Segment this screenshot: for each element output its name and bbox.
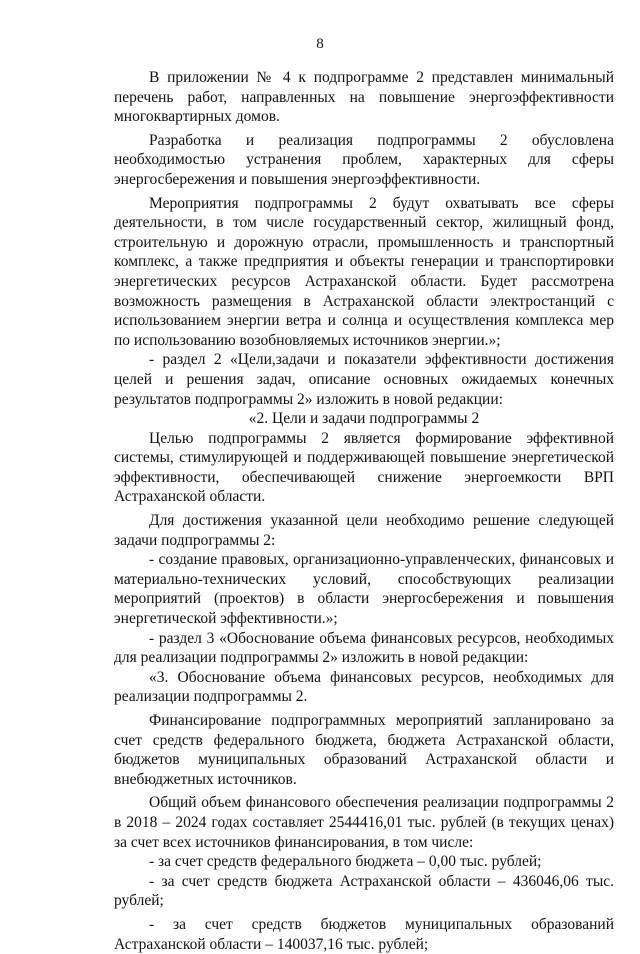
list-item: - за счет средств бюджета Астраханской области – 436046,06 тыс. рублей;: [114, 872, 614, 910]
page-number: 8: [316, 36, 324, 52]
paragraph: Целью подпрограммы 2 является формирование эффективной системы, стимулирующей и поддерживающей повышение энергетической эффективности, обеспечивающей снижение энергоемкости ВРП Астраханской области.: [114, 429, 614, 506]
section-heading: «2. Цели и задачи подпрограммы 2: [248, 410, 480, 428]
paragraph: Общий объем финансового обеспечения реализации подпрограммы 2 в 2018 – 2024 годах составляет 2544416,01 тыс. рублей (в текущих ценах) за счет всех источников финансирования, в том числе:: [114, 794, 614, 851]
paragraph: Для достижения указанной цели необходимо решение следующей задачи подпрограммы 2:: [114, 512, 614, 549]
section-heading: «3. Обоснование объема финансовых ресурсов, необходимых для реализации подпрограммы 2.: [114, 668, 614, 706]
paragraph: - раздел 3 «Обоснование объема финансовых ресурсов, необходимых для реализации подпрограммы 2» изложить в новой редакции:: [114, 629, 614, 667]
list-item: - за счет средств бюджетов муниципальных образований Астраханской области – 140037,16 тыс. рублей;: [114, 915, 614, 953]
list-item: - создание правовых, организационно-управленческих, финансовых и материально-технических условий, способствующих реализации мероприятий (проектов) в области энергосбережения и повышения энергетической эффективности.»;: [114, 551, 614, 628]
paragraph: В приложении № 4 к подпрограмме 2 представлен минимальный перечень работ, направленных на повышение энергоэффективности многоквартирных домов.: [114, 69, 614, 126]
paragraph: - раздел 2 «Цели,задачи и показатели эффективности достижения целей и решения задач, описание основных ожидаемых конечных результатов подпрограммы 2» изложить в новой редакции:: [114, 351, 614, 408]
paragraph: Мероприятия подпрограммы 2 будут охватывать все сферы деятельности, в том числе государственный сектор, жилищный фонд, строительную и дорожную отрасли, промышленность и транспортный комплекс, а также предприятия и объекты генерации и транспортировки энергетических ресурсов Астраханской области. Будет рассмотрена возможность размещения в Астраханской области электростанций с использованием энергии ветра и солнца и осуществления комплекса мер по использованию возобновляемых источников энергии.»;: [114, 194, 614, 349]
paragraph: Финансирование подпрограммных мероприятий запланировано за счет средств федерального бюджета, бюджета Астраханской области, бюджетов муниципальных образований Астраханской области и внебюджетных источников.: [114, 712, 614, 788]
paragraph: Разработка и реализация подпрограммы 2 обусловлена необходимостью устранения проблем, характерных для сферы энергосбережения и повышения энергоэффективности.: [114, 131, 614, 188]
document-body: [114, 68, 614, 954]
list-item: - за счет средств федерального бюджета – 0,00 тыс. рублей;: [149, 853, 542, 871]
